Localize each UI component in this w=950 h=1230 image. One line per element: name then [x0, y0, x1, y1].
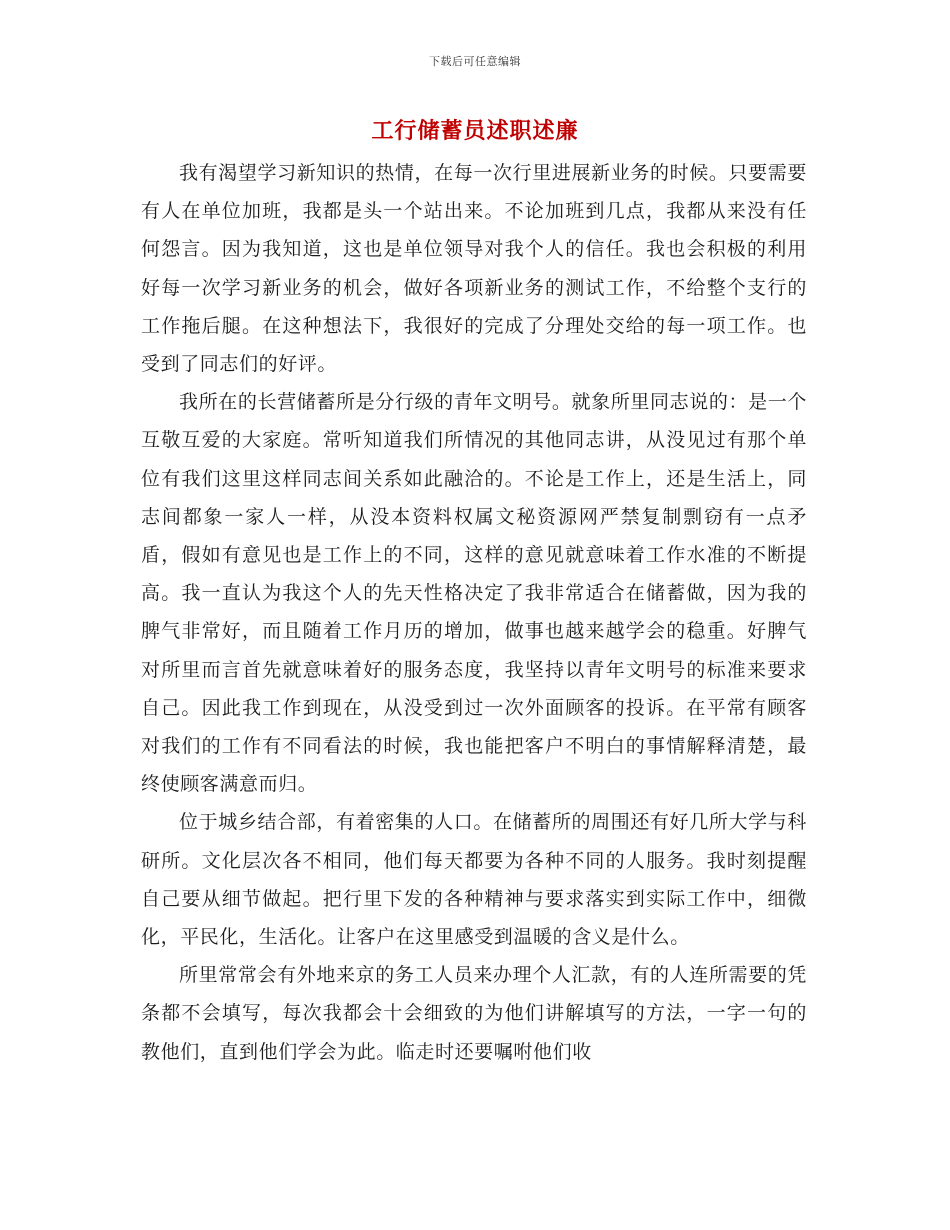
document-title: 工行储蓄员述职述廉 — [371, 118, 579, 144]
paragraph-4: 所里常常会有外地来京的务工人员来办理个人汇款，有的人连所需要的凭条都不会填写，每次我都会十会细致的为他们讲解填写的方法，一字一句的教他们，直到他们学会为此。临走时还要嘱咐他们收 — [141, 964, 807, 1063]
paragraph-3: 位于城乡结合部，有着密集的人口。在储蓄所的周围还有好几所大学与科研所。文化层次各不相同，他们每天都要为各种不同的人服务。我时刻提醒自己要从细节做起。把行里下发的各种精神与要求落实到实际工作中，细微化，平民化，生活化。让客户在这里感受到温暖的含义是什么。 — [141, 811, 807, 949]
page-header-note: 下载后可任意编辑 — [429, 55, 521, 68]
document-body — [141, 154, 807, 1071]
paragraph-2: 我所在的长营储蓄所是分行级的青年文明号。就象所里同志说的：是一个互敬互爱的大家庭。常听知道我们所情况的其他同志讲，从没见过有那个单位有我们这里这样同志间关系如此融洽的。不论是工作上，还是生活上，同志间都象一家人一样，从没本资料权属文秘资源网严禁复制剽窃有一点矛盾，假如有意见也是工作上的不同，这样的意见就意味着工作水准的不断提高。我一直认为我这个人的先天性格决定了我非常适合在储蓄做，因为我的脾气非常好，而且随着工作月历的增加，做事也越来越学会的稳重。好脾气对所里而言首先就意味着好的服务态度，我坚持以青年文明号的标准来要求自己。因此我工作到现在，从没受到过一次外面顾客的投诉。在平常有顾客对我们的工作有不同看法的时候，我也能把客户不明白的事情解释清楚，最终使顾客满意而归。 — [141, 391, 807, 796]
paragraph-1: 我有渴望学习新知识的热情，在每一次行里进展新业务的时候。只要需要有人在单位加班，我都是头一个站出来。不论加班到几点，我都从来没有任何怨言。因为我知道，这也是单位领导对我个人的信任。我也会积极的利用好每一次学习新业务的机会，做好各项新业务的测试工作，不给整个支行的工作拖后腿。在这种想法下，我很好的完成了分理处交给的每一项工作。也受到了同志们的好评。 — [141, 162, 807, 376]
